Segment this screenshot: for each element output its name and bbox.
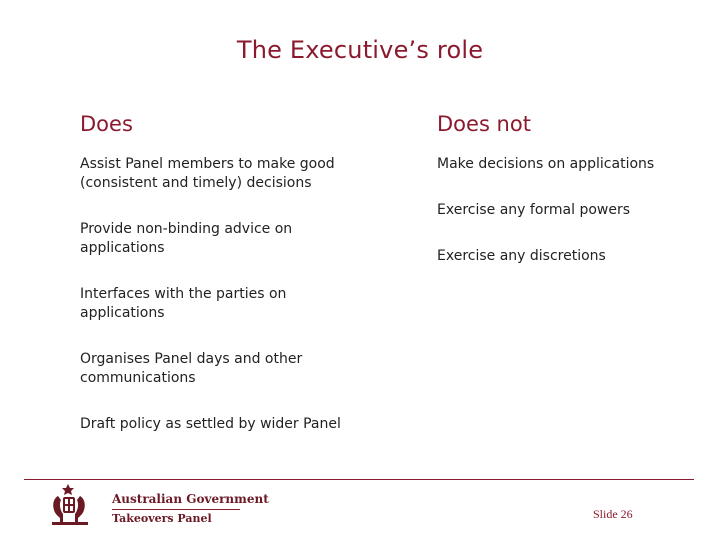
org-name: Australian Government xyxy=(112,492,269,506)
footer-divider xyxy=(24,479,694,480)
logo-divider xyxy=(112,509,240,510)
slide-title: The Executive’s role xyxy=(236,36,484,64)
does-item: Interfaces with the parties on applications xyxy=(80,286,287,321)
does-item: Organises Panel days and other communications xyxy=(80,351,303,386)
does-not-item: Make decisions on applications xyxy=(437,156,655,172)
does-heading: Does xyxy=(80,112,133,136)
does-list xyxy=(80,155,380,461)
dept-name: Takeovers Panel xyxy=(112,512,212,525)
slide-number: Slide 26 xyxy=(593,507,633,521)
does-not-item: Exercise any formal powers xyxy=(437,202,631,218)
does-not-list xyxy=(437,155,707,293)
does-not-item: Exercise any discretions xyxy=(437,248,606,264)
does-item: Assist Panel members to make good (consistent and timely) decisions xyxy=(80,156,335,191)
does-item: Draft policy as settled by wider Panel xyxy=(80,416,341,432)
does-item: Provide non-binding advice on applications xyxy=(80,221,293,256)
does-not-heading: Does not xyxy=(437,112,531,136)
